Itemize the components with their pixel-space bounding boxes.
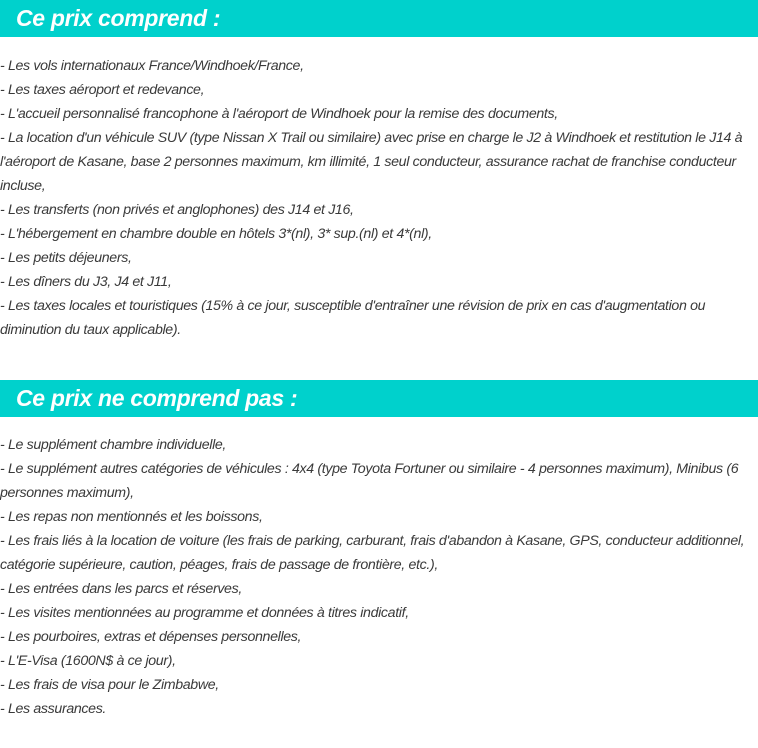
list-item: - Les frais de visa pour le Zimbabwe, <box>0 677 219 693</box>
excluded-heading: Ce prix ne comprend pas : <box>0 380 758 417</box>
list-item: - Les dîners du J3, J4 et J11, <box>0 274 172 290</box>
included-heading: Ce prix comprend : <box>0 0 758 37</box>
list-item: - Les taxes aéroport et redevance, <box>0 82 205 98</box>
list-item: - Les repas non mentionnés et les boissons, <box>0 509 263 525</box>
list-item: - La location d'un véhicule SUV (type Nissan X Trail ou similaire) avec prise en charge le J2 à Windhoek et restitution le J14 à l'aéroport de Kasane, base 2 personnes maximum, km illimité, 1 seul conducteur, assurance rachat de franchise conducteur incluse, <box>0 130 743 194</box>
list-item: - Les pourboires, extras et dépenses personnelles, <box>0 629 302 645</box>
excluded-section <box>0 380 758 721</box>
list-item: - Les visites mentionnées au programme et données à titres indicatif, <box>0 605 409 621</box>
included-list <box>0 37 758 342</box>
list-item: - L'accueil personnalisé francophone à l'aéroport de Windhoek pour la remise des documents, <box>0 106 558 122</box>
list-item: - L'E-Visa (1600N$ à ce jour), <box>0 653 176 669</box>
list-item: - Les entrées dans les parcs et réserves, <box>0 581 242 597</box>
list-item: - Les transferts (non privés et anglophones) des J14 et J16, <box>0 202 354 218</box>
list-item: - Les petits déjeuners, <box>0 250 132 266</box>
list-item: - Le supplément chambre individuelle, <box>0 437 227 453</box>
included-section <box>0 0 758 342</box>
list-item: - L'hébergement en chambre double en hôtels 3*(nl), 3* sup.(nl) et 4*(nl), <box>0 226 432 242</box>
list-item: - Les taxes locales et touristiques (15% à ce jour, susceptible d'entraîner une révision de prix en cas d'augmentation ou diminution du taux applicable). <box>0 298 706 338</box>
excluded-list <box>0 417 758 721</box>
list-item: - Le supplément autres catégories de véhicules : 4x4 (type Toyota Fortuner ou similaire - 4 personnes maximum), Minibus (6 personnes maximum), <box>0 461 739 501</box>
list-item: - Les frais liés à la location de voiture (les frais de parking, carburant, frais d'abandon à Kasane, GPS, conducteur additionnel, catégorie supérieure, caution, péages, frais de passage de frontière, etc.), <box>0 533 745 573</box>
list-item: - Les vols internationaux France/Windhoek/France, <box>0 58 304 74</box>
list-item: - Les assurances. <box>0 701 107 717</box>
